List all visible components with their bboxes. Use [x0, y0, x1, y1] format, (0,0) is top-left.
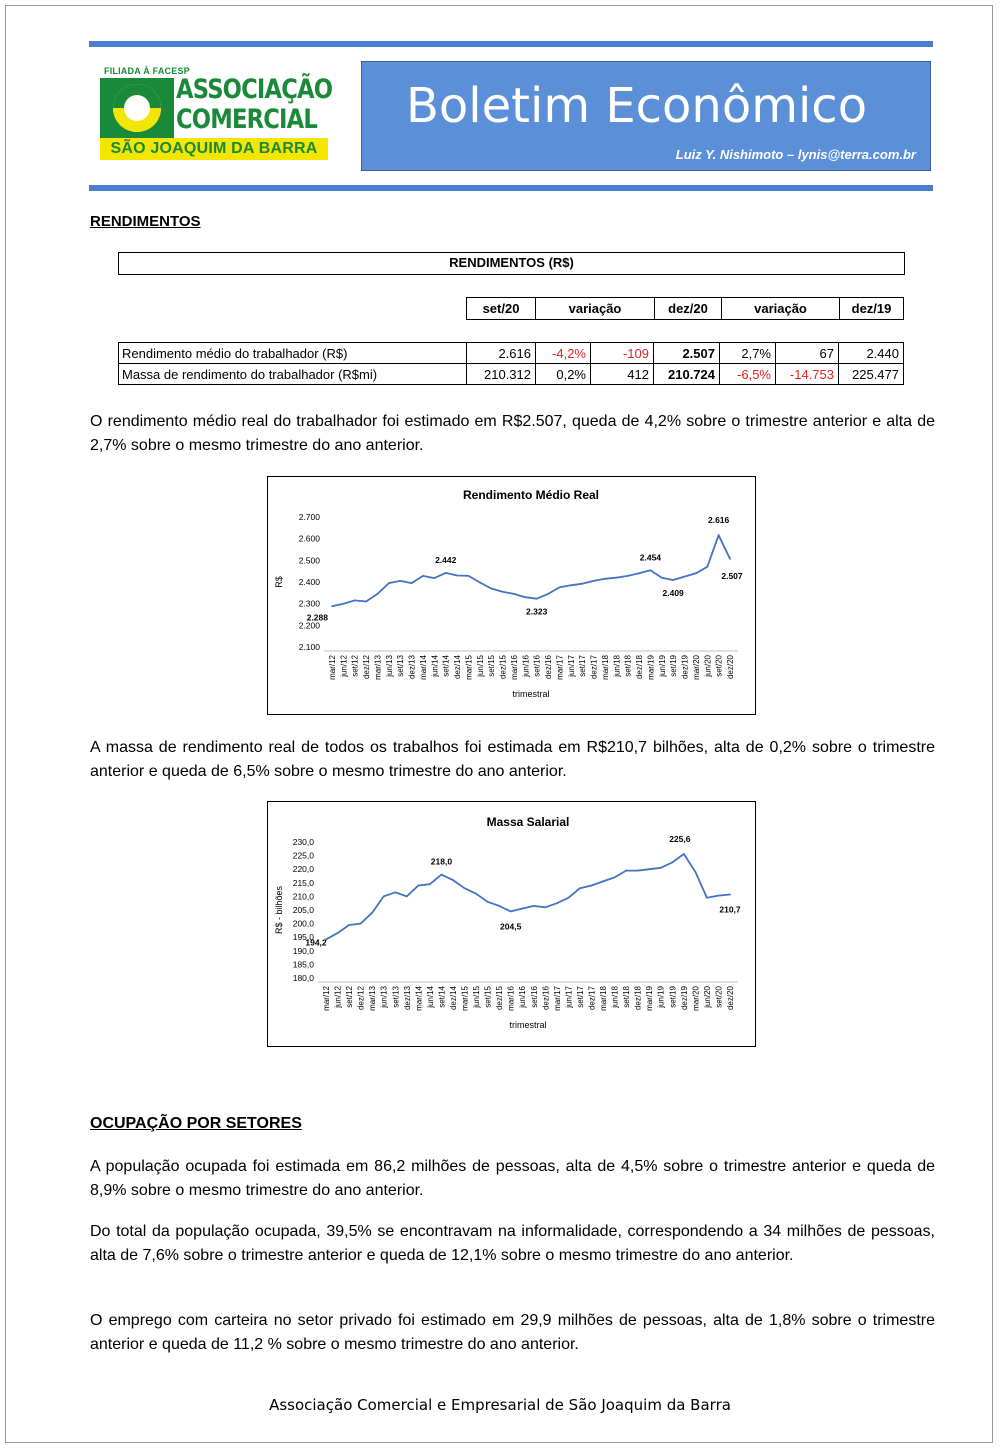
- data-label: 2.616: [707, 515, 730, 526]
- data-point: [365, 601, 367, 603]
- x-tick-label: dez/15: [495, 986, 505, 1011]
- data-point: [354, 600, 356, 602]
- data-point: [464, 887, 466, 889]
- x-tick-label: jun/19: [656, 986, 666, 1008]
- data-point: [411, 582, 413, 584]
- y-tick-label: 190,0: [292, 945, 314, 956]
- x-tick-label: jun/19: [657, 655, 667, 677]
- x-tick-label: dez/18: [633, 986, 643, 1011]
- x-tick-label: mar/19: [645, 986, 655, 1011]
- y-tick-label: 225,0: [292, 850, 314, 861]
- data-label: 2.323: [526, 606, 548, 617]
- y-tick-label: 205,0: [292, 905, 314, 915]
- data-point: [399, 580, 401, 582]
- header-variacao-1: variação: [536, 298, 655, 320]
- x-tick-label: set/19: [669, 655, 679, 677]
- cell-var-abs-1: -109: [591, 343, 654, 364]
- data-point: [579, 887, 581, 889]
- data-point: [348, 924, 350, 926]
- x-axis-label: trimestral: [509, 1020, 547, 1030]
- y-axis-label: R$ - bilhões: [274, 885, 284, 935]
- x-axis-label: trimestral: [512, 689, 550, 699]
- header-variacao-2: variação: [722, 298, 840, 320]
- chart-rendimento-medio-svg: [268, 477, 755, 714]
- header-dez19: dez/19: [840, 298, 904, 320]
- y-tick-label: 2.400: [298, 577, 320, 587]
- data-point: [388, 582, 390, 584]
- data-point: [661, 577, 663, 579]
- y-tick-label: 220,0: [292, 864, 314, 875]
- data-label: 225,6: [669, 833, 691, 844]
- data-point: [593, 580, 595, 582]
- x-tick-label: set/19: [668, 986, 678, 1008]
- x-tick-label: dez/18: [635, 655, 645, 680]
- cell-set20: 2.616: [467, 343, 536, 364]
- table-title: RENDIMENTOS (R$): [118, 252, 905, 275]
- header-set20: set/20: [467, 298, 536, 320]
- x-tick-label: dez/15: [498, 655, 508, 680]
- data-label: 194,2: [305, 937, 327, 948]
- x-tick-label: set/18: [623, 655, 633, 677]
- data-point: [377, 593, 379, 595]
- cell-var-pct-1: -4,2%: [536, 343, 591, 364]
- x-tick-label: jun/20: [702, 986, 712, 1008]
- data-point: [559, 587, 561, 589]
- x-tick-label: jun/17: [564, 986, 574, 1008]
- x-tick-label: dez/19: [680, 655, 690, 680]
- data-point: [445, 572, 447, 574]
- x-tick-label: set/12: [350, 655, 360, 677]
- x-tick-label: dez/19: [679, 986, 689, 1011]
- data-point: [513, 593, 515, 595]
- x-tick-label: mar/12: [328, 655, 337, 680]
- x-tick-label: dez/17: [587, 986, 597, 1011]
- y-tick-label: 210,0: [292, 891, 314, 902]
- title-banner: [361, 61, 931, 171]
- data-point: [556, 902, 558, 904]
- x-tick-label: mar/19: [646, 655, 656, 680]
- data-point: [533, 905, 535, 907]
- rendimentos-table: [118, 342, 904, 385]
- x-tick-label: set/20: [714, 986, 724, 1008]
- x-tick-label: jun/13: [384, 655, 394, 677]
- x-tick-label: mar/16: [506, 986, 516, 1011]
- data-point: [521, 908, 523, 910]
- chart-massa-salarial: [267, 801, 756, 1047]
- x-tick-label: jun/18: [610, 986, 620, 1008]
- x-tick-label: jun/14: [430, 655, 440, 677]
- x-tick-label: set/17: [575, 986, 585, 1008]
- data-point: [718, 534, 720, 536]
- data-point: [360, 923, 362, 925]
- y-tick-label: 215,0: [292, 877, 314, 888]
- logo-emblem-icon: [100, 78, 174, 138]
- x-tick-label: set/12: [345, 986, 355, 1008]
- y-tick-label: 2.300: [298, 598, 320, 609]
- data-point: [502, 591, 504, 593]
- data-point: [695, 572, 697, 574]
- data-point: [581, 583, 583, 585]
- section-title-rendimentos: RENDIMENTOS: [90, 213, 201, 230]
- series-line: [326, 854, 730, 939]
- x-tick-label: jun/20: [703, 655, 713, 677]
- x-tick-label: dez/20: [726, 655, 735, 680]
- x-tick-label: mar/20: [691, 986, 701, 1011]
- y-tick-label: 180,0: [292, 973, 314, 983]
- logo-word-comercial: COMERCIAL: [176, 104, 317, 135]
- table-row: [119, 343, 904, 364]
- data-point: [331, 605, 333, 607]
- data-point: [452, 879, 454, 881]
- paragraph-rendimento-medio: O rendimento médio real do trabalhador foi estimado em R$2.507, queda de 4,2% sobre o trimestre anterior e alta de 2,7% sobre o mesmo trimestre do ano anterior.: [90, 413, 935, 454]
- table-row: [119, 364, 904, 385]
- x-tick-label: set/13: [396, 655, 406, 677]
- data-point: [568, 897, 570, 899]
- data-point: [729, 894, 731, 896]
- data-label: 2.454: [639, 552, 662, 563]
- section-title-ocupacao: OCUPAÇÃO POR SETORES: [90, 1115, 302, 1132]
- data-point: [490, 588, 492, 590]
- data-point: [638, 572, 640, 574]
- logo-word-associacao: ASSOCIAÇÃO: [176, 74, 333, 105]
- y-tick-label: 2.700: [298, 512, 320, 522]
- row-label: Rendimento médio do trabalhador (R$): [119, 343, 467, 364]
- data-point: [479, 582, 481, 584]
- data-point: [417, 885, 419, 887]
- cell-dez20: 210.724: [654, 364, 720, 385]
- x-tick-label: jun/16: [521, 655, 531, 677]
- x-tick-label: mar/14: [414, 986, 424, 1011]
- paragraph-emprego-carteira: O emprego com carteira no setor privado foi estimado em 29,9 milhões de pessoas, alta de 1,8% sobre o trimestre anterior e queda de 11,2 % sobre o mesmo trimestre do ano anterior.: [90, 1312, 935, 1353]
- x-tick-label: set/20: [714, 655, 724, 677]
- data-label: 210,7: [719, 904, 741, 915]
- data-point: [394, 891, 396, 893]
- x-tick-label: jun/18: [612, 655, 622, 677]
- y-tick-label: 185,0: [292, 959, 314, 970]
- data-point: [615, 577, 617, 579]
- cell-dez19: 2.440: [839, 343, 904, 364]
- top-rule: [89, 41, 933, 47]
- cell-var-abs-2: -14.753: [776, 364, 839, 385]
- header-dez20: dez/20: [655, 298, 722, 320]
- chart-massa-salarial-svg: [268, 802, 755, 1046]
- x-tick-label: jun/12: [339, 655, 349, 677]
- x-tick-label: mar/14: [418, 655, 428, 680]
- x-tick-label: set/18: [622, 986, 632, 1008]
- data-point: [684, 576, 686, 578]
- data-label: 204,5: [500, 921, 522, 932]
- x-tick-label: set/16: [529, 986, 539, 1008]
- paragraph-massa-rendimento: A massa de rendimento real de todos os trabalhos foi estimada em R$210,7 bilhões, alta de 0,2% sobre o trimestre anterior e queda de 6,5% sobre o mesmo trimestre do ano anterior.: [90, 739, 935, 780]
- data-point: [729, 558, 731, 560]
- data-point: [456, 575, 458, 577]
- x-tick-label: set/17: [578, 655, 588, 677]
- x-tick-label: dez/16: [541, 986, 551, 1011]
- data-point: [422, 575, 424, 577]
- x-tick-label: mar/16: [509, 655, 519, 680]
- cell-var-pct-1: 0,2%: [536, 364, 591, 385]
- y-tick-label: 230,0: [292, 837, 314, 847]
- author-contact: Luiz Y. Nishimoto – lynis@terra.com.br: [675, 147, 916, 162]
- y-tick-label: 200,0: [292, 918, 314, 929]
- x-tick-label: dez/14: [448, 986, 458, 1011]
- data-point: [433, 577, 435, 579]
- cell-set20: 210.312: [467, 364, 536, 385]
- x-tick-label: set/15: [487, 655, 497, 677]
- data-label: 2.442: [435, 554, 457, 565]
- chart-title: Rendimento Médio Real: [462, 488, 600, 502]
- data-point: [570, 584, 572, 586]
- x-tick-label: mar/12: [322, 986, 331, 1011]
- data-point: [627, 575, 629, 577]
- table-header: [466, 297, 904, 320]
- data-point: [706, 897, 708, 899]
- cell-var-abs-2: 67: [776, 343, 839, 364]
- data-label: 2.507: [721, 570, 743, 581]
- y-tick-label: 195,0: [292, 932, 314, 943]
- x-tick-label: mar/15: [464, 655, 474, 680]
- data-point: [337, 932, 339, 934]
- data-point: [524, 596, 526, 598]
- x-tick-label: set/13: [391, 986, 401, 1008]
- data-point: [441, 874, 443, 876]
- data-point: [406, 896, 408, 898]
- x-tick-label: mar/15: [460, 986, 470, 1011]
- data-label: 218,0: [430, 856, 453, 867]
- cell-var-pct-2: -6,5%: [720, 364, 776, 385]
- x-tick-label: jun/17: [566, 655, 576, 677]
- x-tick-label: jun/12: [333, 986, 343, 1008]
- x-tick-label: mar/17: [555, 655, 565, 680]
- chart-title: Massa Salarial: [486, 815, 570, 829]
- data-point: [648, 868, 650, 870]
- data-point: [683, 853, 685, 855]
- data-point: [706, 566, 708, 568]
- x-tick-label: jun/15: [472, 986, 482, 1008]
- x-tick-label: jun/16: [518, 986, 528, 1008]
- data-point: [650, 569, 652, 571]
- page-title: Boletim Econômico: [406, 78, 868, 134]
- data-point: [475, 893, 477, 895]
- data-point: [383, 896, 385, 898]
- y-tick-label: 2.500: [298, 555, 320, 566]
- header-rule: [89, 185, 933, 191]
- x-tick-label: set/15: [483, 986, 493, 1008]
- data-point: [591, 885, 593, 887]
- data-point: [547, 593, 549, 595]
- data-point: [671, 862, 673, 864]
- data-label: 2.409: [662, 588, 684, 599]
- data-point: [637, 870, 639, 872]
- data-point: [429, 883, 431, 885]
- x-tick-label: dez/16: [544, 655, 554, 680]
- y-tick-label: 2.600: [298, 533, 320, 544]
- y-axis-label: R$: [274, 576, 284, 588]
- data-point: [602, 881, 604, 883]
- data-point: [468, 575, 470, 577]
- footer-text: Associação Comercial e Empresarial de São Joaquim da Barra: [269, 1396, 731, 1414]
- data-point: [614, 876, 616, 878]
- x-tick-label: dez/14: [453, 655, 463, 680]
- data-point: [371, 912, 373, 914]
- x-tick-label: mar/13: [368, 986, 378, 1011]
- x-tick-label: mar/13: [373, 655, 383, 680]
- data-point: [487, 901, 489, 903]
- y-tick-label: 2.200: [298, 620, 320, 631]
- data-point: [544, 906, 546, 908]
- data-point: [694, 871, 696, 873]
- data-point: [342, 603, 344, 605]
- y-tick-label: 2.100: [298, 642, 320, 652]
- logo-city-band: SÃO JOAQUIM DA BARRA: [100, 138, 328, 160]
- data-point: [672, 579, 674, 581]
- x-tick-label: set/16: [532, 655, 542, 677]
- x-tick-label: dez/12: [362, 655, 372, 680]
- x-tick-label: mar/18: [600, 655, 610, 680]
- data-point: [625, 870, 627, 872]
- x-tick-label: jun/13: [379, 986, 389, 1008]
- x-tick-label: mar/20: [691, 655, 701, 680]
- logo-tagline: FILIADA À FACESP: [104, 66, 190, 76]
- association-logo: [100, 66, 332, 162]
- x-tick-label: dez/13: [407, 655, 417, 680]
- data-point: [660, 867, 662, 869]
- data-label: 2.288: [306, 612, 328, 623]
- cell-dez20: 2.507: [654, 343, 720, 364]
- cell-dez19: 225.477: [839, 364, 904, 385]
- x-tick-label: mar/18: [599, 986, 609, 1011]
- data-point: [718, 895, 720, 897]
- paragraph-informalidade: Do total da população ocupada, 39,5% se encontravam na informalidade, correspondendo a 34 milhões de pessoas, alta de 7,6% sobre o trimestre anterior e queda de 12,1% sobre o mesmo trimestre do ano anterior.: [90, 1223, 935, 1264]
- x-tick-label: dez/12: [356, 986, 366, 1011]
- x-tick-label: set/14: [437, 986, 447, 1008]
- x-tick-label: dez/17: [589, 655, 599, 680]
- x-tick-label: set/14: [441, 655, 451, 677]
- cell-var-abs-1: 412: [591, 364, 654, 385]
- x-tick-label: jun/14: [425, 986, 435, 1008]
- row-label: Massa de rendimento do trabalhador (R$mi): [119, 364, 467, 385]
- chart-rendimento-medio: [267, 476, 756, 715]
- cell-var-pct-2: 2,7%: [720, 343, 776, 364]
- data-point: [536, 598, 538, 600]
- x-tick-label: mar/17: [552, 986, 562, 1011]
- data-point: [604, 578, 606, 580]
- paragraph-populacao-ocupada: A população ocupada foi estimada em 86,2 milhões de pessoas, alta de 4,5% sobre o trimestre anterior e queda de 8,9% sobre o mesmo trimestre do ano anterior.: [90, 1158, 935, 1199]
- data-point: [510, 910, 512, 912]
- x-tick-label: jun/15: [475, 655, 485, 677]
- data-point: [498, 905, 500, 907]
- x-tick-label: dez/20: [726, 986, 735, 1011]
- x-tick-label: dez/13: [402, 986, 412, 1011]
